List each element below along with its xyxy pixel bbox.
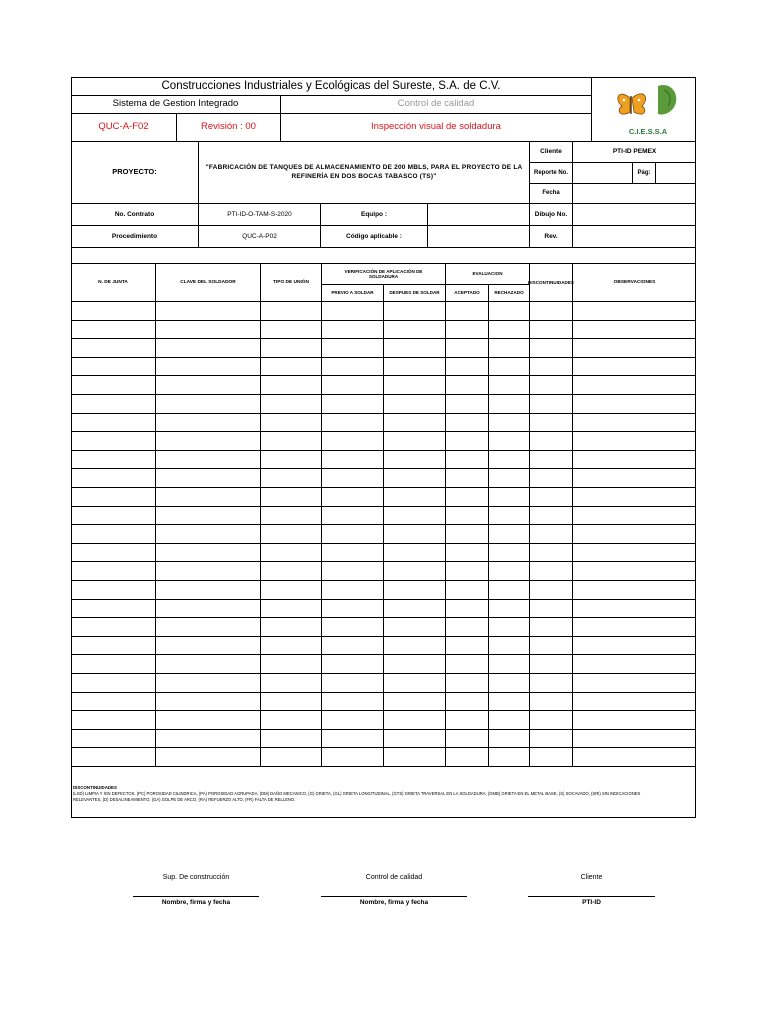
col-junta-header: N. DE JUNTA <box>98 279 128 285</box>
col-rechazado-header: RECHAZADO <box>494 290 524 296</box>
contrato-label: No. Contrato <box>114 210 155 218</box>
legend-title: DISCONTINUIDADES <box>73 785 117 790</box>
signature-role-construccion: Sup. De construcción <box>162 873 230 881</box>
table-row-line <box>71 766 696 767</box>
signature-caption: Nombre, firma y fecha <box>161 899 231 907</box>
fecha-field[interactable] <box>573 184 696 203</box>
company-logo <box>608 80 688 140</box>
col-verificacion-header: VERIFICACIÓN DE APLICACIÓN DE SOLDADURA <box>344 268 423 279</box>
table-row[interactable] <box>71 525 696 543</box>
procedimiento-label: Procedimiento <box>111 232 158 240</box>
legend-line-2: RELEVANTES, (D) DESALINEAMIENTO, (GA) GOLPE DE ARCO, (RA) REFUERZO ALTO, (FR) FALTA DE RELLENO. <box>73 797 296 802</box>
table-row[interactable] <box>71 600 696 618</box>
info-divider <box>198 141 199 203</box>
proyecto-value: "FABRICACIÓN DE TANQUES DE ALMACENAMIENTO DE 200 MBLS, PARA EL PROYECTO DE LA REFINERÍA EN DOS BOCAS TABASCO (TS)" <box>205 163 523 180</box>
department-name: Control de calidad <box>397 98 475 110</box>
fecha-label: Fecha <box>542 190 560 197</box>
col-despues-header: DESPUES DE SOLDAR <box>389 290 440 296</box>
table-row[interactable] <box>71 507 696 525</box>
dibujo-field[interactable] <box>573 204 696 225</box>
col-clave-header: CLAVE DEL SOLDADOR <box>180 279 236 285</box>
table-row[interactable] <box>71 339 696 357</box>
signature-role-cliente: Cliente <box>580 873 603 881</box>
table-row[interactable] <box>71 358 696 376</box>
equipo-label: Equipo : <box>361 210 387 218</box>
table-row[interactable] <box>71 488 696 506</box>
revision: Revisión : 00 <box>201 121 256 133</box>
table-row[interactable] <box>71 376 696 394</box>
contrato-value: PTI-ID-O-TAM-S-2020 <box>227 210 292 218</box>
signature-caption: PTI-ID <box>582 899 601 907</box>
system-name: Sistema de Gestion Integrado <box>112 98 239 110</box>
table-row[interactable] <box>71 395 696 413</box>
pag-field[interactable] <box>656 163 696 183</box>
signature-role-calidad: Control de calidad <box>365 873 423 881</box>
form-code: QUC-A-F02 <box>98 121 149 133</box>
leaf-icon <box>658 85 676 115</box>
col-evaluacion-header: EVALUACION <box>472 271 503 277</box>
table-row[interactable] <box>71 730 696 748</box>
table-row[interactable] <box>71 693 696 711</box>
table-row[interactable] <box>71 655 696 673</box>
col-tipo-header: TIPO DE UNIÓN <box>273 279 309 285</box>
table-row[interactable] <box>71 674 696 692</box>
cliente-label: Cliente <box>540 148 562 156</box>
table-row[interactable] <box>71 748 696 766</box>
table-row[interactable] <box>71 544 696 562</box>
col-discontinuidades-header: DISCONTINUIDADES <box>528 279 574 285</box>
table-row[interactable] <box>71 414 696 432</box>
table-row[interactable] <box>71 451 696 469</box>
reporte-label: Reporte No. <box>533 169 568 176</box>
procedimiento-value: QUC-A-P02 <box>242 232 277 240</box>
cliente-value: PTI-ID PEMEX <box>612 148 657 156</box>
table-row[interactable] <box>71 618 696 636</box>
equipo-field[interactable] <box>428 204 529 225</box>
table-row[interactable] <box>71 302 696 320</box>
pag-label: Pág: <box>637 169 651 176</box>
logo-divider <box>591 77 592 141</box>
form-title: Inspección visual de soldadura <box>371 121 501 133</box>
svg-text:C.I.E.S.S.A: C.I.E.S.S.A <box>628 127 668 136</box>
signature-caption: Nombre, firma y fecha <box>359 899 429 907</box>
col-previo-header: PREVIO A SOLDAR <box>331 290 374 296</box>
rev-field[interactable] <box>573 226 696 247</box>
codigo-label: Código aplicable : <box>346 232 402 240</box>
reporte-field[interactable] <box>573 163 632 183</box>
table-row[interactable] <box>71 469 696 487</box>
proyecto-label: PROYECTO: <box>112 167 157 177</box>
col-observaciones-header: OBSERVACIONES <box>613 279 656 285</box>
subheader-divider <box>322 284 529 285</box>
table-row[interactable] <box>71 711 696 729</box>
table-row[interactable] <box>71 321 696 339</box>
info-divider <box>71 247 696 248</box>
dibujo-label: Dibujo No. <box>534 210 568 218</box>
legend-line-1: (LSD) LIMPIA Y SIN DEFECTOS, (PC) POROSIDAD CILINDRICA, (PA) POROSIDAD AGRUPADA, (DM) DAÑO MECANICO, (G) GRIETA, (GL) GRIETA LONGITUDINAL, (GTS) GRIETA TRAVERSAL EN LA SOLDADURA, (GMB) GRIETA EN EL METAL BASE, (S) SOCAVADO, (SRI) SIN INDICACIONES <box>73 791 641 796</box>
codigo-field[interactable] <box>428 226 529 247</box>
table-row[interactable] <box>71 581 696 599</box>
company-name: Construcciones Industriales y Ecológicas del Sureste, S.A. de C.V. <box>161 79 501 92</box>
butterfly-icon <box>618 94 630 114</box>
table-row[interactable] <box>71 432 696 450</box>
table-row[interactable] <box>71 562 696 580</box>
table-row[interactable] <box>71 637 696 655</box>
col-aceptado-header: ACEPTADO <box>454 290 480 296</box>
rev-label: Rev. <box>544 232 558 240</box>
